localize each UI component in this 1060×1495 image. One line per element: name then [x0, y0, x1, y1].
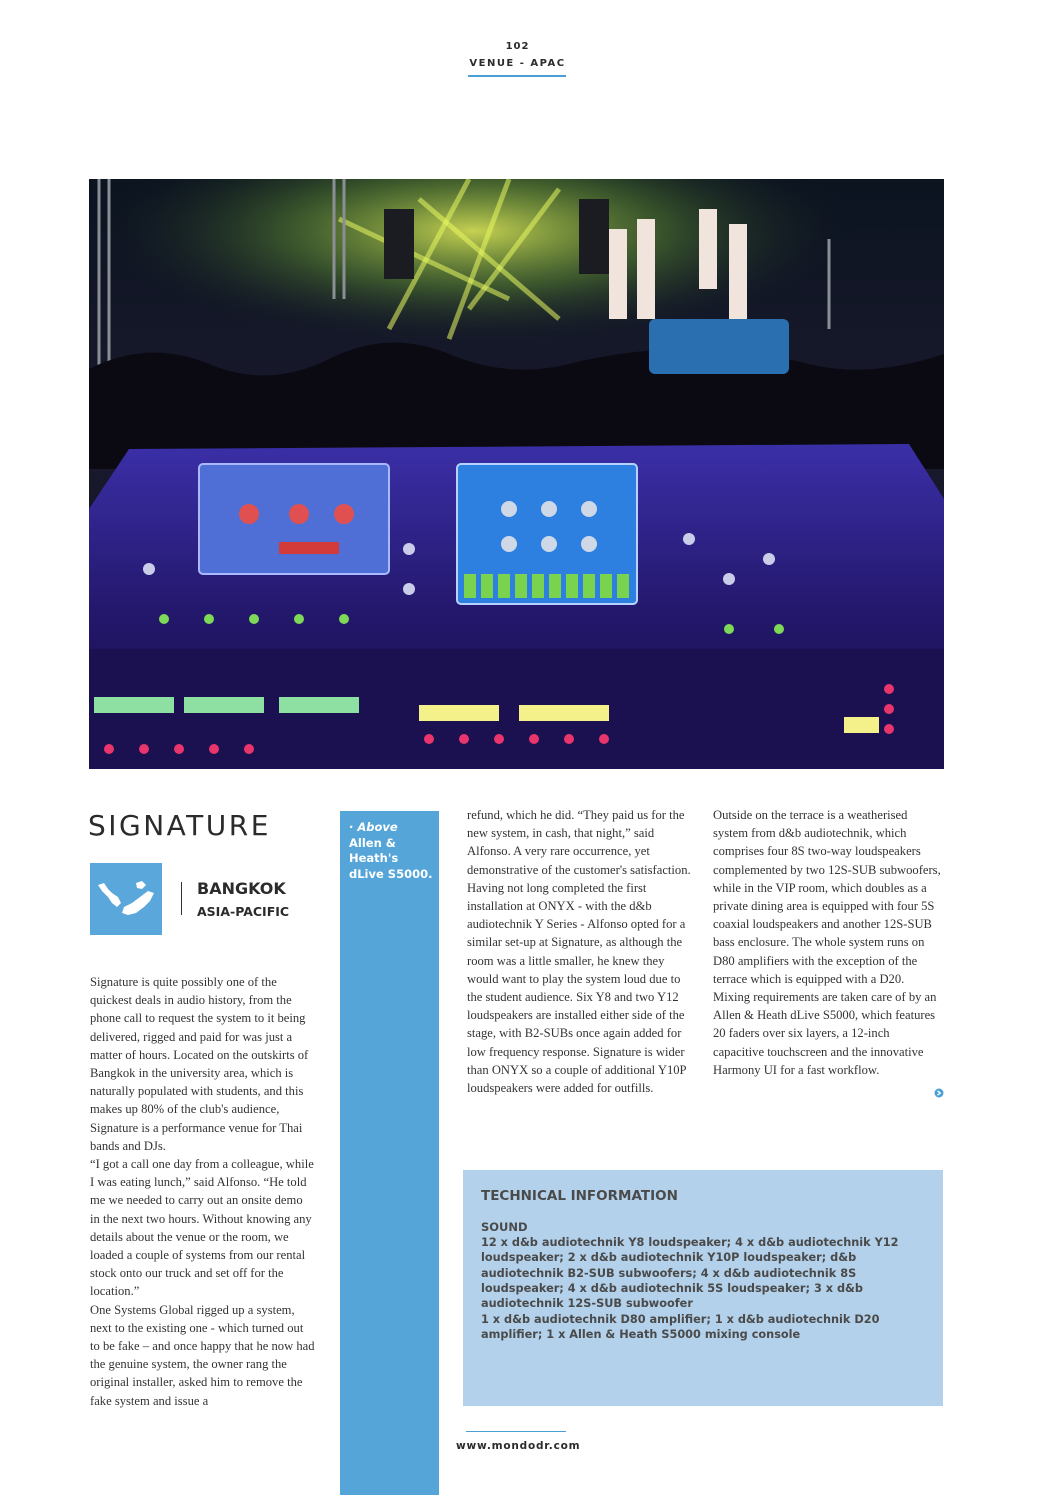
article-paragraph: Outside on the terrace is a weatherised system from d&b audiotechnik, which comprises four 8S two-way loudspeakers complemented by two 12S-SUB subwoofers, while in the VIP room, which doubles as a private dining area is equipped with four 5S coaxial loudspeakers and another 12S-SUB bass enclosure. The whole system runs on D80 amplifiers with the exception of the terrace which is equipped with a D20. Mixing requirements are taken care of by an Allen & Heath dLive S5000, which features 20 faders over six layers, a 12-inch capacitive touchscreen and the innovative Harmony UI for a fast workflow.: [713, 808, 941, 1077]
article-paragraph: One Systems Global rigged up a system, next to the existing one - which turned out to be fake – and once happy that he now had the genuine system, the owner rang the original installer, asked him to remove the fake system and issue a: [90, 1302, 315, 1408]
section-label: VENUE - APAC: [469, 58, 566, 69]
tech-sound-heading: SOUND: [481, 1220, 528, 1234]
region-name: ASIA-PACIFIC: [197, 904, 290, 919]
continue-arrow-icon: [934, 1085, 944, 1095]
footer-url-link[interactable]: www.mondodr.com: [456, 1440, 581, 1452]
caption-tag: · Above: [349, 820, 398, 834]
tech-sound-list: 12 x d&b audiotechnik Y8 loudspeaker; 4 x d&b audiotechnik Y12 loudspeaker; 2 x d&b audiotechnik Y10P loudspeaker; d&b audiotechnik B2-SUB subwoofers; 4 x d&b audiotechnik 8S loudspeaker; 4 x d&b audiotechnik 5S loudspeaker; 3 x d&b audiotechnik 12S-SUB subwoofer: [481, 1236, 899, 1311]
article-column-2: [467, 806, 694, 1097]
caption-sidebar: [340, 811, 439, 1495]
footer-rule: [466, 1431, 566, 1432]
hero-photo: [89, 179, 944, 769]
map-tile: [90, 863, 162, 935]
venue-title: SIGNATURE: [88, 809, 271, 842]
tech-amp-list: 1 x d&b audiotechnik D80 amplifier; 1 x d&b audiotechnik D20 amplifier; 1 x Allen & Heath S5000 mixing console: [481, 1313, 880, 1342]
article-paragraph: “I got a call one day from a colleague, while I was eating lunch,” said Alfonso. “He told me we needed to carry out an onsite demo in the next two hours. Without knowing any details about the venue or the room, we loaded a couple of systems from our rental stock onto our truck and set off for the location.”: [90, 1157, 314, 1299]
mixing-console-photo-icon: [89, 179, 944, 769]
header-rule: [468, 75, 566, 77]
article-column-1: [90, 973, 315, 1410]
article-column-3: [713, 806, 943, 1079]
caption-body: Allen & Heath's dLive S5000.: [349, 835, 433, 881]
city-name: BANGKOK: [197, 879, 286, 898]
tech-info-heading: TECHNICAL INFORMATION: [481, 1188, 678, 1204]
article-paragraph: Signature is quite possibly one of the quickest deals in audio history, from the phone call to request the system to it being delivered, rigged and paid for was just a matter of hours. Located on the outskirts of Bangkok in the university area, which is naturally populated with students, and this makes up 80% of the club's audience, Signature is a performance venue for Thai bands and DJs.: [90, 975, 309, 1153]
page-number: 102: [505, 41, 530, 52]
map-icon: [90, 863, 162, 935]
article-paragraph: refund, which he did. “They paid us for the new system, in cash, that night,” said Alfonso. A very rare occurrence, yet demonstrative of the customer's satisfaction. Having not long completed the first installation at ONYX - with the d&b audiotechnik Y Series - Alfonso opted for a similar set-up at Signature, as although the room was a little smaller, he knew they would want to play the system loud due to the student audience. Six Y8 and two Y12 loudspeakers are installed either side of the stage, with B2-SUBs once again added for low frequency response. Signature is wider than ONYX so a couple of additional Y10P loudspeakers were added for outfills.: [467, 808, 691, 1096]
photo-caption: [349, 820, 435, 882]
location-divider: [181, 882, 182, 915]
